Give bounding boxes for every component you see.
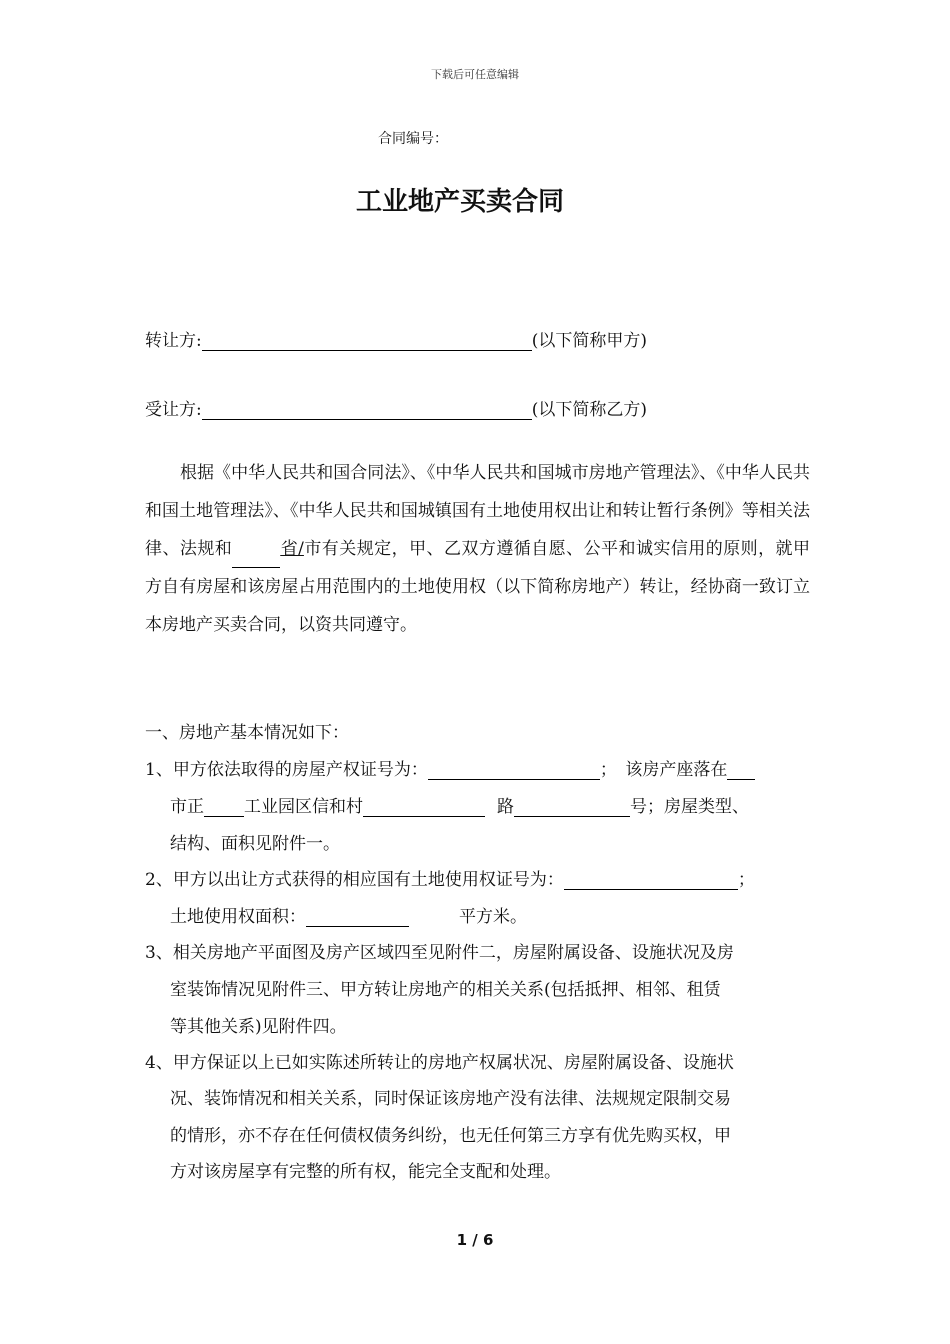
item4-line2: 况、装饰情况和相关关系，同时保证该房地产没有法律、法规规定限制交易 xyxy=(170,1089,731,1109)
item4-line3: 的情形，亦不存在任何债权债务纠纷，也无任何第三方享有优先购买权，甲 xyxy=(170,1126,731,1146)
section1-heading: 一、房地产基本情况如下： xyxy=(145,723,349,743)
item2-land-cert-label: 2、甲方以出让方式获得的相应国有土地使用权证号为： xyxy=(145,870,564,890)
seller-line xyxy=(145,326,647,351)
item1-road-label: 路 xyxy=(497,797,514,817)
buyer-suffix: (以下简称乙方) xyxy=(531,400,647,420)
road-number-blank xyxy=(514,798,630,817)
intro-part2: 市有关规定，甲、乙双方遵循自愿、公平和诚实信用的原则，就甲方自有房屋和该房屋占用范围内的土地使用权（以下简称房地产）转让，经协商一致订立本房地产买卖合同，以资共同遵守。 xyxy=(145,539,811,635)
land-area-blank xyxy=(306,908,409,927)
item3-line2: 室装饰情况见附件三、甲方转让房地产的相关关系(包括抵押、相邻、租赁 xyxy=(170,980,721,1000)
item1-line1 xyxy=(145,755,755,780)
buyer-blank xyxy=(202,401,532,420)
item3-line1: 3、相关房地产平面图及房产区域四至见附件二，房屋附属设备、设施状况及房 xyxy=(145,943,734,963)
page-separator: / xyxy=(467,1231,483,1249)
seller-suffix: (以下简称甲方) xyxy=(531,331,647,351)
buyer-line xyxy=(145,395,647,420)
item1-line2 xyxy=(170,792,749,817)
contract-number-label: 合同编号： xyxy=(378,131,448,147)
province-blank xyxy=(232,549,280,568)
page-header-note: 下载后可任意编辑 xyxy=(431,68,519,81)
item4-line1: 4、甲方保证以上已如实陈述所转让的房地产权属状况、房屋附属设备、设施状 xyxy=(145,1053,734,1073)
page-total: 6 xyxy=(482,1231,494,1249)
item4-line4: 方对该房屋享有完整的所有权，能完全支配和处理。 xyxy=(170,1162,561,1182)
item3-line3: 等其他关系)见附件四。 xyxy=(170,1017,347,1037)
land-cert-blank xyxy=(564,871,738,890)
intro-part1: 根据《中华人民共和国合同法》、《中华人民共和国城市房地产管理法》、《中华人民共和国土地管理法》、《中华人民共和国城镇国有土地使用权出让和转让暂行条例》等相关法律、法规和 xyxy=(145,463,810,559)
province-label: 省/ xyxy=(280,539,304,559)
location-blank xyxy=(727,761,755,780)
cert-number-blank xyxy=(428,761,600,780)
item2-line1 xyxy=(145,865,755,890)
village-blank xyxy=(363,798,485,817)
seller-label: 转让方: xyxy=(145,331,202,351)
item1-number-label: 号；房屋类型、 xyxy=(630,797,749,817)
document-title: 工业地产买卖合同 xyxy=(355,187,564,217)
item1-cert-label: 1、甲方依法取得的房屋产权证号为： xyxy=(145,760,428,780)
intro-paragraph xyxy=(145,454,810,644)
city-blank xyxy=(204,798,244,817)
page-number xyxy=(0,1231,950,1249)
page-current: 1 xyxy=(456,1231,468,1249)
item1-city-label: 市正 xyxy=(170,797,204,817)
item2-line2 xyxy=(170,902,527,927)
item1-location-label: ； 该房产座落在 xyxy=(599,760,728,780)
seller-blank xyxy=(202,332,532,351)
item2-unit: 平方米。 xyxy=(459,907,527,927)
buyer-label: 受让方: xyxy=(145,400,202,420)
item1-line3: 结构、面积见附件一。 xyxy=(170,834,340,854)
item2-area-label: 土地使用权面积： xyxy=(170,907,306,927)
item2-semicolon: ； xyxy=(737,870,755,890)
item1-village-label: 工业园区信和村 xyxy=(244,797,363,817)
